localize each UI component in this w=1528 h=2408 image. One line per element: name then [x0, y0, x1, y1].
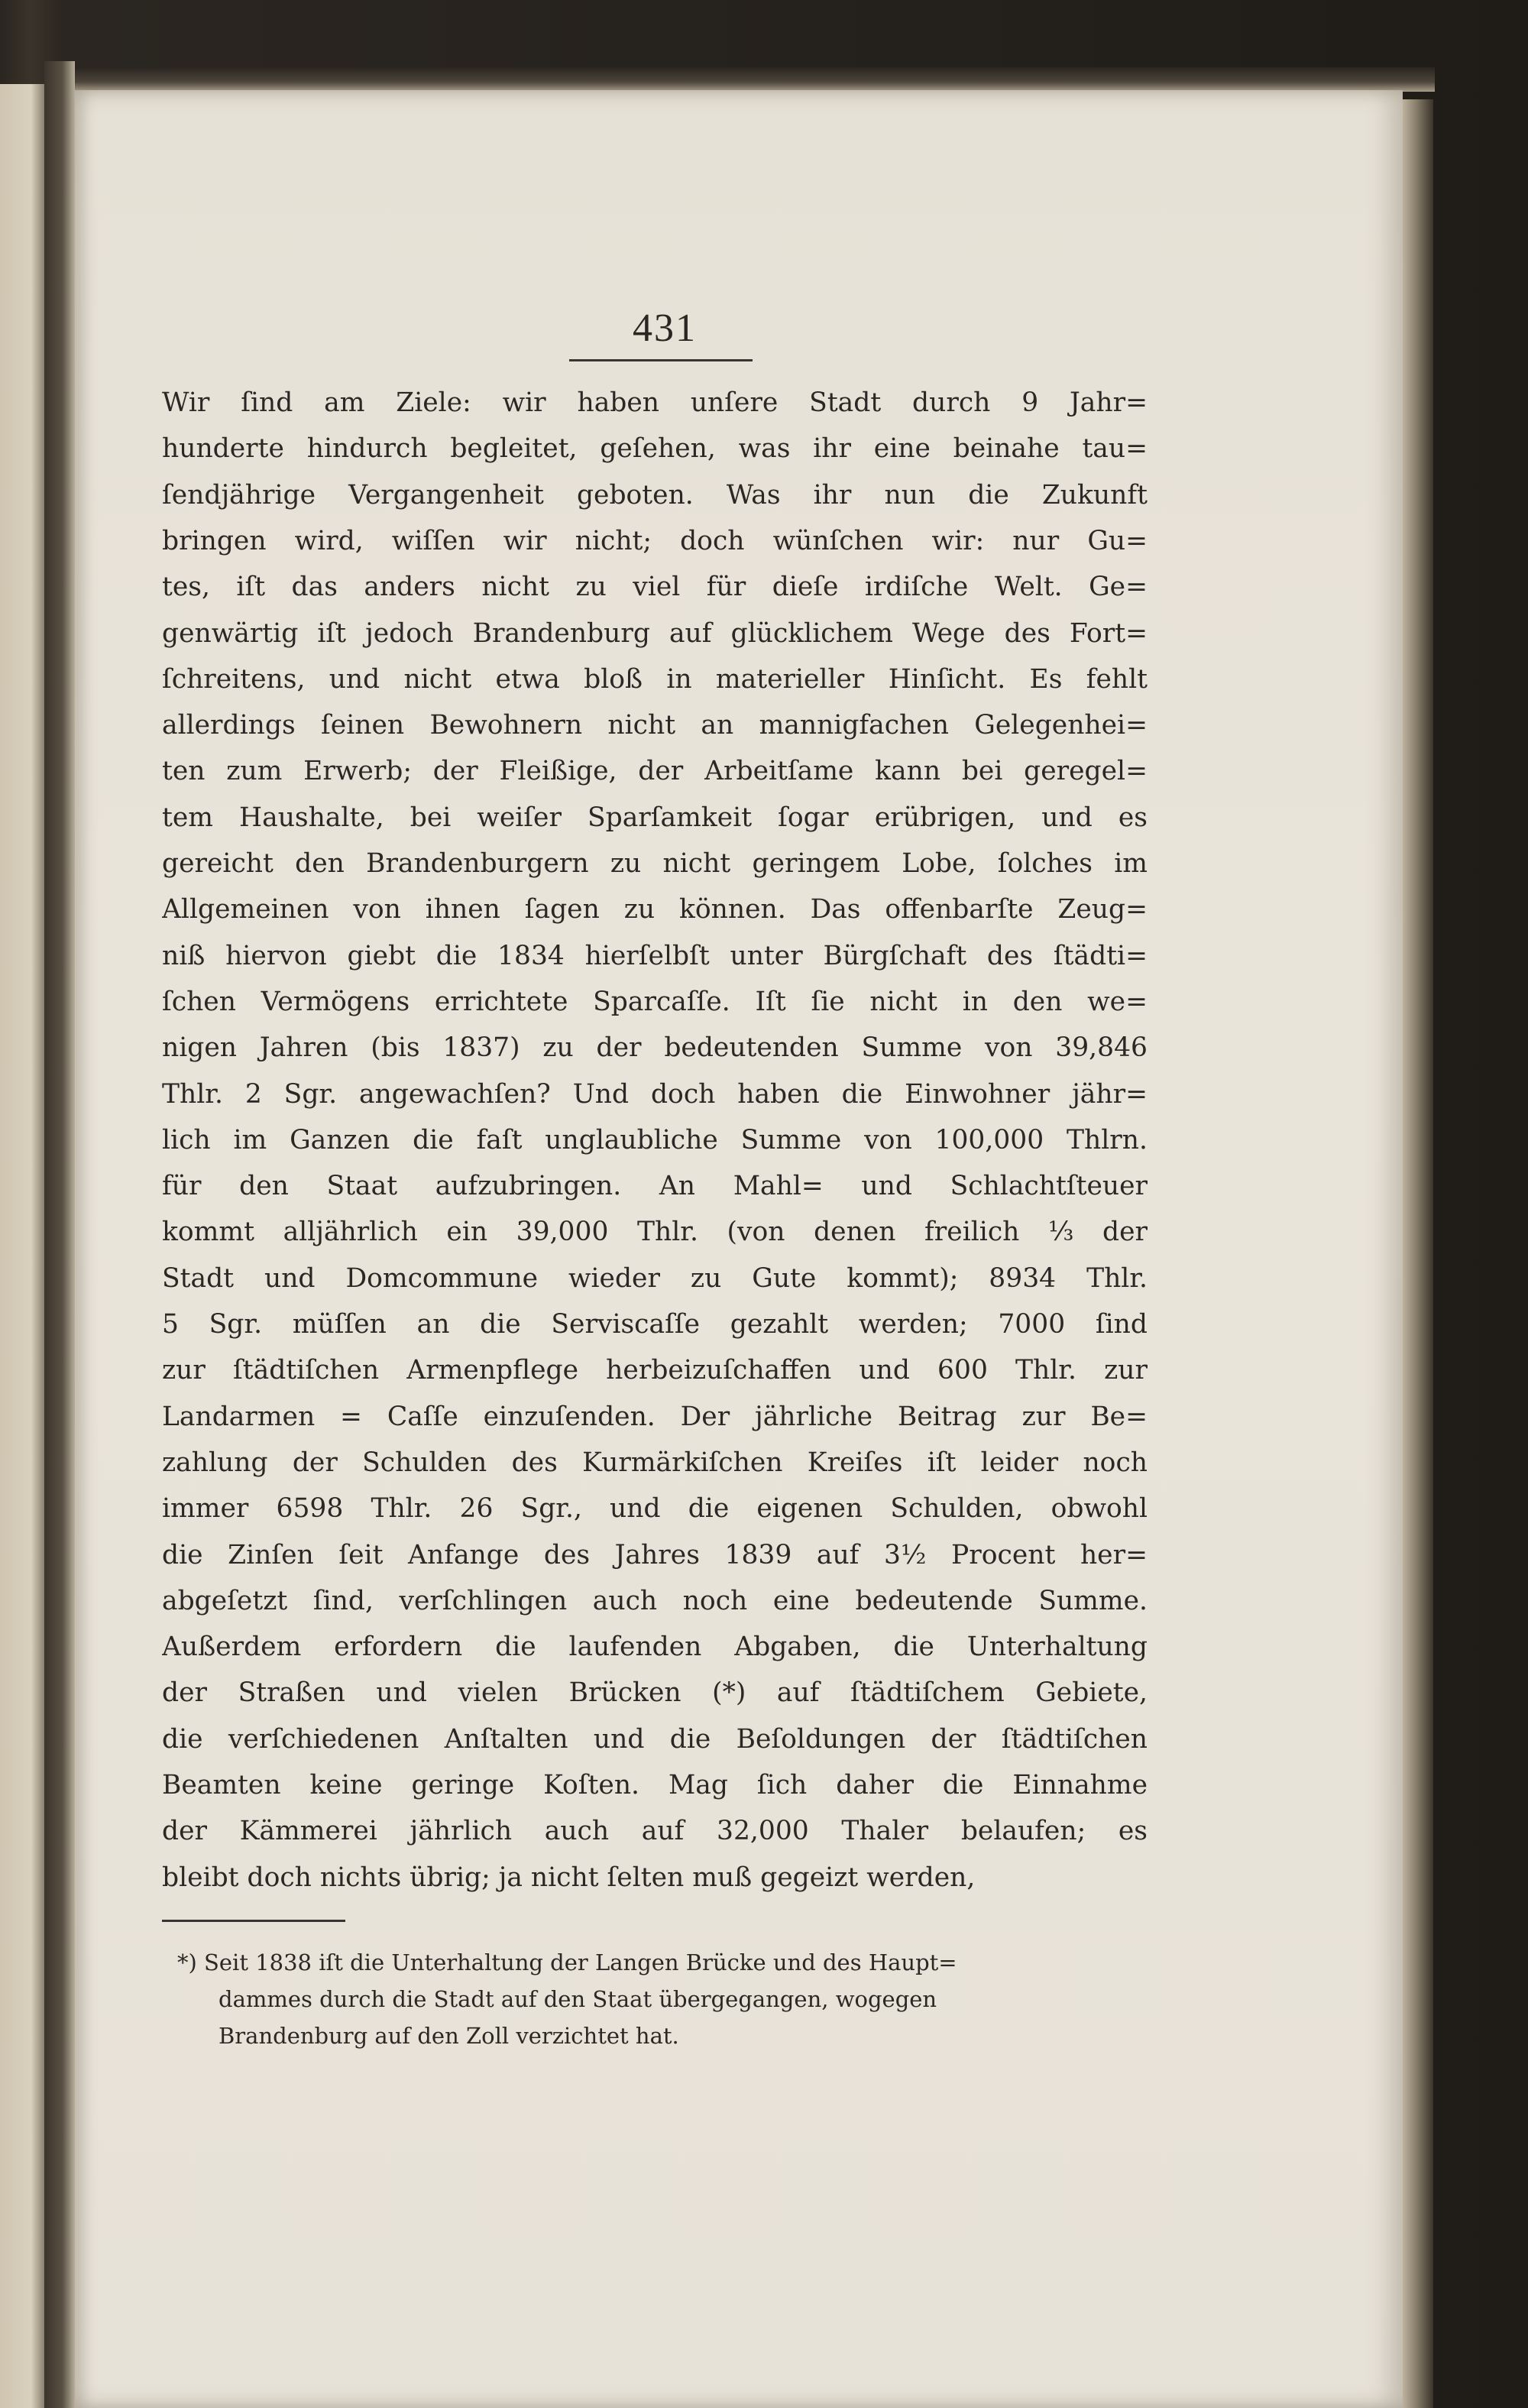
footnote-line: Brandenburg auf den Zoll verzichtet hat. [219, 2023, 679, 2049]
page-top-edge [75, 67, 1435, 92]
text-line: ten zum Erwerb; der Fleißige, der Arbeitſame kann bei geregel= [162, 756, 1148, 787]
text-line: allerdings ſeinen Bewohnern nicht an mannigfachen Gelegenhei= [162, 710, 1148, 741]
text-line: hunderte hindurch begleitet, geſehen, was ihr eine beinahe tau= [162, 433, 1148, 465]
page-number-rule [569, 359, 753, 361]
page-right-edge [1403, 99, 1433, 2408]
page-number: 431 [633, 306, 697, 350]
text-line: tem Haushalte, bei weiſer Sparſamkeit ſogar erübrigen, und es [162, 802, 1148, 833]
text-line: Wir ſind am Ziele: wir haben unſere Stadt durch 9 Jahr= [162, 387, 1148, 418]
facing-page-edge [0, 84, 44, 2408]
text-line: die Zinſen ſeit Anfange des Jahres 1839 auf 3½ Procent her= [162, 1539, 1148, 1570]
text-line: genwärtig iſt jedoch Brandenburg auf glücklichem Wege des Fort= [162, 617, 1148, 649]
text-line: lich im Ganzen die faſt unglaubliche Summe von 100,000 Thlrn. [162, 1124, 1148, 1155]
text-line: 5 Sgr. müſſen an die Serviscaſſe gezahlt werden; 7000 ſind [162, 1309, 1148, 1340]
text-line: niß hiervon giebt die 1834 hierſelbſt unter Bürgſchaft des ſtädti= [162, 940, 1148, 971]
text-line: der Kämmerei jährlich auch auf 32,000 Thaler belaufen; es [162, 1816, 1148, 1847]
footnote-line: *) Seit 1838 iſt die Unterhaltung der Langen Brücke und des Haupt= [177, 1949, 957, 1975]
text-line: Thlr. 2 Sgr. angewachſen? Und doch haben die Einwohner jähr= [162, 1078, 1148, 1110]
text-line: gereicht den Brandenburgern zu nicht geringem Lobe, ſolches im [162, 848, 1148, 879]
text-line: kommt alljährlich ein 39,000 Thlr. (von denen freilich ⅓ der [162, 1217, 1148, 1248]
text-line: Beamten keine geringe Koſten. Mag ſich daher die Einnahme [162, 1770, 1148, 1800]
text-line: ſchen Vermögens errichtete Sparcaſſe. Iſt ſie nicht in den we= [162, 986, 1148, 1017]
book-gutter [44, 61, 75, 2408]
text-line: zur ſtädtiſchen Armenpflege herbeizuſchaffen und 600 Thlr. zur [162, 1355, 1148, 1386]
text-line: nigen Jahren (bis 1837) zu der bedeutenden Summe von 39,846 [162, 1032, 1148, 1064]
text-line: ſchreitens, und nicht etwa bloß in materieller Hinſicht. Es fehlt [162, 663, 1148, 695]
text-line: bringen wird, wiſſen wir nicht; doch wünſchen wir: nur Gu= [162, 525, 1148, 556]
text-line: zahlung der Schulden des Kurmärkiſchen Kreiſes iſt leider noch [162, 1447, 1148, 1478]
text-line: ſendjährige Vergangenheit geboten. Was ihr nun die Zukunft [162, 479, 1148, 510]
text-line: Allgemeinen von ihnen ſagen zu können. Das offenbarſte Zeug= [162, 894, 1148, 925]
footnote-line: dammes durch die Stadt auf den Staat übergegangen, wogegen [219, 1986, 937, 2012]
text-line: Außerdem erfordern die laufenden Abgaben, die Unterhaltung [162, 1632, 1148, 1663]
footnote-rule [162, 1920, 345, 1922]
text-line: die verſchiedenen Anſtalten und die Beſoldungen der ſtädtiſchen [162, 1723, 1148, 1755]
text-line: der Straßen und vielen Brücken (*) auf ſtädtiſchem Gebiete, [162, 1677, 1148, 1709]
text-line: Landarmen = Caſſe einzuſenden. Der jährliche Beitrag zur Be= [162, 1401, 1148, 1432]
text-line: immer 6598 Thlr. 26 Sgr., und die eigenen Schulden, obwohl [162, 1493, 1148, 1525]
text-line: abgeſetzt ſind, verſchlingen auch noch eine bedeutende Summe. [162, 1585, 1148, 1616]
text-line: Stadt und Domcommune wieder zu Gute kommt); 8934 Thlr. [162, 1262, 1148, 1294]
text-line: bleibt doch nichts übrig; ja nicht ſelten muß gegeizt werden, [162, 1862, 976, 1893]
text-line: für den Staat aufzubringen. An Mahl= und Schlachtſteuer [162, 1171, 1148, 1202]
text-line: tes, iſt das anders nicht zu viel für dieſe irdiſche Welt. Ge= [162, 572, 1148, 603]
